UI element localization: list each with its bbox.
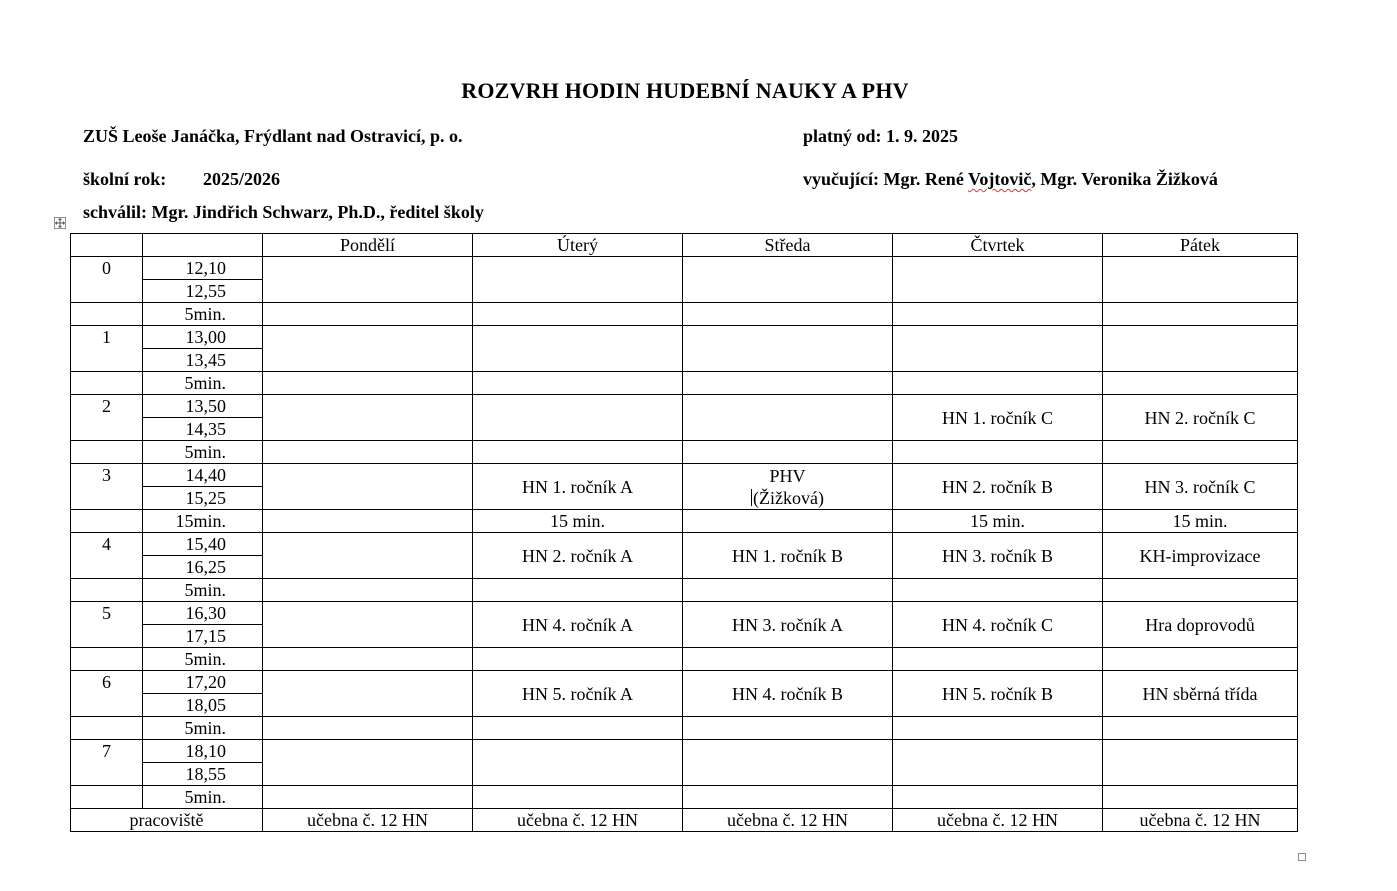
lesson-cell[interactable]: HN 5. ročník B <box>893 671 1103 717</box>
lesson-cell[interactable]: HN 3. ročník C <box>1103 464 1298 510</box>
break-duration[interactable]: 5min. <box>143 648 263 671</box>
break-duration[interactable]: 5min. <box>143 717 263 740</box>
header-corner-num[interactable] <box>71 234 143 257</box>
lesson-cell[interactable] <box>263 395 473 441</box>
period-start-time[interactable]: 14,40 <box>143 464 263 487</box>
break-cell[interactable] <box>263 579 473 602</box>
break-duration[interactable]: 5min. <box>143 786 263 809</box>
break-cell[interactable] <box>473 372 683 395</box>
header-row <box>71 234 1298 257</box>
period-start-time[interactable]: 18,10 <box>143 740 263 763</box>
lesson-cell[interactable] <box>683 740 893 786</box>
lesson-cell[interactable] <box>683 257 893 303</box>
teachers-suffix: , Mgr. Veronika Žižková <box>1031 169 1218 189</box>
period-end-time[interactable]: 12,55 <box>143 280 263 303</box>
break-cell[interactable] <box>683 648 893 671</box>
lesson-cell[interactable]: HN 1. ročník A <box>473 464 683 510</box>
period-start-time[interactable]: 13,00 <box>143 326 263 349</box>
period-start-time[interactable]: 16,30 <box>143 602 263 625</box>
break-cell[interactable] <box>1103 786 1298 809</box>
lesson-cell[interactable]: KH-improvizace <box>1103 533 1298 579</box>
timetable <box>70 233 1298 832</box>
lesson-cell[interactable] <box>263 257 473 303</box>
lesson-cell[interactable] <box>263 740 473 786</box>
lesson-cell[interactable]: HN 4. ročník A <box>473 602 683 648</box>
phv-line1: PHV <box>769 465 806 486</box>
lesson-cell[interactable]: HN 4. ročník B <box>683 671 893 717</box>
break-cell[interactable] <box>1103 303 1298 326</box>
lesson-cell[interactable] <box>893 740 1103 786</box>
period-end-time[interactable]: 17,15 <box>143 625 263 648</box>
period-start-time[interactable]: 13,50 <box>143 395 263 418</box>
lesson-cell[interactable] <box>683 395 893 441</box>
break-num-cell[interactable] <box>71 717 143 740</box>
break-num-cell[interactable] <box>71 510 143 533</box>
workplace-room[interactable]: učebna č. 12 HN <box>473 809 683 832</box>
break-cell[interactable]: 15 min. <box>1103 510 1298 533</box>
period-row <box>71 464 1298 487</box>
break-cell[interactable] <box>1103 648 1298 671</box>
lesson-cell[interactable]: HN 1. ročník C <box>893 395 1103 441</box>
break-num-cell[interactable] <box>71 372 143 395</box>
period-number[interactable]: 0 <box>71 257 143 303</box>
break-cell[interactable] <box>263 303 473 326</box>
table-resize-handle[interactable] <box>1298 853 1306 861</box>
break-cell[interactable]: 15 min. <box>473 510 683 533</box>
lesson-cell[interactable] <box>263 671 473 717</box>
school-name: ZUŠ Leoše Janáčka, Frýdlant nad Ostravicí, p. o. <box>83 126 463 146</box>
text-cursor <box>751 489 752 506</box>
break-cell[interactable] <box>683 510 893 533</box>
phv-line2 <box>683 487 892 509</box>
break-row <box>71 303 1298 326</box>
break-cell[interactable] <box>1103 717 1298 740</box>
lesson-cell[interactable]: HN 4. ročník C <box>893 602 1103 648</box>
lesson-cell[interactable]: HN 3. ročník B <box>893 533 1103 579</box>
break-cell[interactable] <box>1103 441 1298 464</box>
lesson-cell[interactable]: Hra doprovodů <box>1103 602 1298 648</box>
period-number[interactable]: 3 <box>71 464 143 510</box>
day-header[interactable]: Úterý <box>473 234 683 257</box>
lesson-cell[interactable] <box>263 326 473 372</box>
period-number[interactable]: 7 <box>71 740 143 786</box>
period-number[interactable]: 6 <box>71 671 143 717</box>
break-row <box>71 648 1298 671</box>
period-end-time[interactable]: 13,45 <box>143 349 263 372</box>
period-number[interactable]: 2 <box>71 395 143 441</box>
break-cell[interactable] <box>893 441 1103 464</box>
period-row <box>71 395 1298 418</box>
lesson-cell[interactable]: HN sběrná třída <box>1103 671 1298 717</box>
lesson-cell[interactable] <box>473 257 683 303</box>
break-duration[interactable]: 5min. <box>143 579 263 602</box>
teachers <box>803 169 1218 190</box>
document-title: ROZVRH HODIN HUDEBNÍ NAUKY A PHV <box>461 78 909 103</box>
approved-by: schválil: Mgr. Jindřich Schwarz, Ph.D., ředitel školy <box>83 202 484 222</box>
workplace-room[interactable]: učebna č. 12 HN <box>683 809 893 832</box>
break-cell[interactable] <box>1103 579 1298 602</box>
period-number[interactable]: 4 <box>71 533 143 579</box>
school-year-label: školní rok: <box>83 169 167 189</box>
break-cell[interactable] <box>473 786 683 809</box>
break-num-cell[interactable] <box>71 648 143 671</box>
break-cell[interactable]: 15 min. <box>893 510 1103 533</box>
lesson-cell[interactable]: HN 5. ročník A <box>473 671 683 717</box>
break-duration[interactable]: 5min. <box>143 303 263 326</box>
break-cell[interactable] <box>893 717 1103 740</box>
lesson-cell[interactable]: HN 2. ročník C <box>1103 395 1298 441</box>
period-end-time[interactable]: 14,35 <box>143 418 263 441</box>
break-cell[interactable] <box>263 648 473 671</box>
break-row <box>71 510 1298 533</box>
break-cell[interactable] <box>893 372 1103 395</box>
break-row <box>71 786 1298 809</box>
break-cell[interactable] <box>263 510 473 533</box>
workplace-room[interactable]: učebna č. 12 HN <box>263 809 473 832</box>
break-cell[interactable] <box>473 648 683 671</box>
lesson-cell[interactable] <box>473 740 683 786</box>
lesson-cell[interactable] <box>263 533 473 579</box>
lesson-cell[interactable]: HN 3. ročník A <box>683 602 893 648</box>
period-start-time[interactable]: 15,40 <box>143 533 263 556</box>
break-row <box>71 372 1298 395</box>
break-row <box>71 717 1298 740</box>
lesson-cell[interactable] <box>1103 257 1298 303</box>
phv-teacher: (Žižková) <box>753 487 824 508</box>
break-duration[interactable]: 5min. <box>143 372 263 395</box>
break-duration[interactable]: 5min. <box>143 441 263 464</box>
footer-row <box>71 809 1298 832</box>
break-cell[interactable] <box>893 648 1103 671</box>
period-row <box>71 326 1298 349</box>
day-header[interactable]: Pátek <box>1103 234 1298 257</box>
lesson-cell[interactable] <box>263 464 473 510</box>
day-header[interactable]: Pondělí <box>263 234 473 257</box>
period-start-time[interactable]: 12,10 <box>143 257 263 280</box>
school-year-value: 2025/2026 <box>203 169 281 189</box>
break-cell[interactable] <box>683 441 893 464</box>
lesson-cell-phv[interactable] <box>683 464 893 510</box>
period-row <box>71 671 1298 694</box>
period-start-time[interactable]: 17,20 <box>143 671 263 694</box>
break-num-cell[interactable] <box>71 786 143 809</box>
lesson-cell[interactable] <box>1103 326 1298 372</box>
period-row <box>71 740 1298 763</box>
break-cell[interactable] <box>683 303 893 326</box>
break-cell[interactable] <box>263 372 473 395</box>
period-end-time[interactable]: 16,25 <box>143 556 263 579</box>
lesson-cell[interactable] <box>683 326 893 372</box>
workplace-label[interactable]: pracoviště <box>71 809 263 832</box>
break-cell[interactable] <box>683 579 893 602</box>
period-end-time[interactable]: 18,55 <box>143 763 263 786</box>
lesson-cell[interactable]: HN 1. ročník B <box>683 533 893 579</box>
workplace-room[interactable]: učebna č. 12 HN <box>893 809 1103 832</box>
spellcheck-flagged-name[interactable]: Vojtovič <box>967 169 1032 189</box>
period-number[interactable]: 1 <box>71 326 143 372</box>
valid-from: platný od: 1. 9. 2025 <box>803 126 959 146</box>
lesson-cell[interactable]: HN 2. ročník B <box>893 464 1103 510</box>
lesson-cell[interactable] <box>263 602 473 648</box>
period-row <box>71 602 1298 625</box>
break-num-cell[interactable] <box>71 579 143 602</box>
lesson-cell[interactable] <box>893 257 1103 303</box>
day-header[interactable]: Čtvrtek <box>893 234 1103 257</box>
lesson-cell[interactable] <box>473 395 683 441</box>
break-row <box>71 441 1298 464</box>
break-cell[interactable] <box>893 579 1103 602</box>
period-row <box>71 257 1298 280</box>
break-cell[interactable] <box>683 372 893 395</box>
workplace-room[interactable]: učebna č. 12 HN <box>1103 809 1298 832</box>
break-cell[interactable] <box>473 303 683 326</box>
break-row <box>71 579 1298 602</box>
break-cell[interactable] <box>893 303 1103 326</box>
break-cell[interactable] <box>683 717 893 740</box>
break-cell[interactable] <box>473 579 683 602</box>
break-cell[interactable] <box>473 717 683 740</box>
day-header[interactable]: Středa <box>683 234 893 257</box>
break-num-cell[interactable] <box>71 441 143 464</box>
period-number[interactable]: 5 <box>71 602 143 648</box>
break-cell[interactable] <box>683 786 893 809</box>
break-cell[interactable] <box>263 441 473 464</box>
break-duration[interactable]: 15min. <box>143 510 263 533</box>
break-cell[interactable] <box>473 441 683 464</box>
lesson-cell[interactable] <box>1103 740 1298 786</box>
period-end-time[interactable]: 18,05 <box>143 694 263 717</box>
lesson-cell[interactable]: HN 2. ročník A <box>473 533 683 579</box>
break-cell[interactable] <box>1103 372 1298 395</box>
lesson-cell[interactable] <box>893 326 1103 372</box>
break-cell[interactable] <box>263 786 473 809</box>
period-end-time[interactable]: 15,25 <box>143 487 263 510</box>
break-cell[interactable] <box>263 717 473 740</box>
table-move-handle-icon[interactable] <box>54 217 66 229</box>
header-corner-time[interactable] <box>143 234 263 257</box>
period-row <box>71 533 1298 556</box>
teachers-prefix: vyučující: Mgr. René <box>803 169 968 189</box>
break-cell[interactable] <box>893 786 1103 809</box>
break-num-cell[interactable] <box>71 303 143 326</box>
lesson-cell[interactable] <box>473 326 683 372</box>
